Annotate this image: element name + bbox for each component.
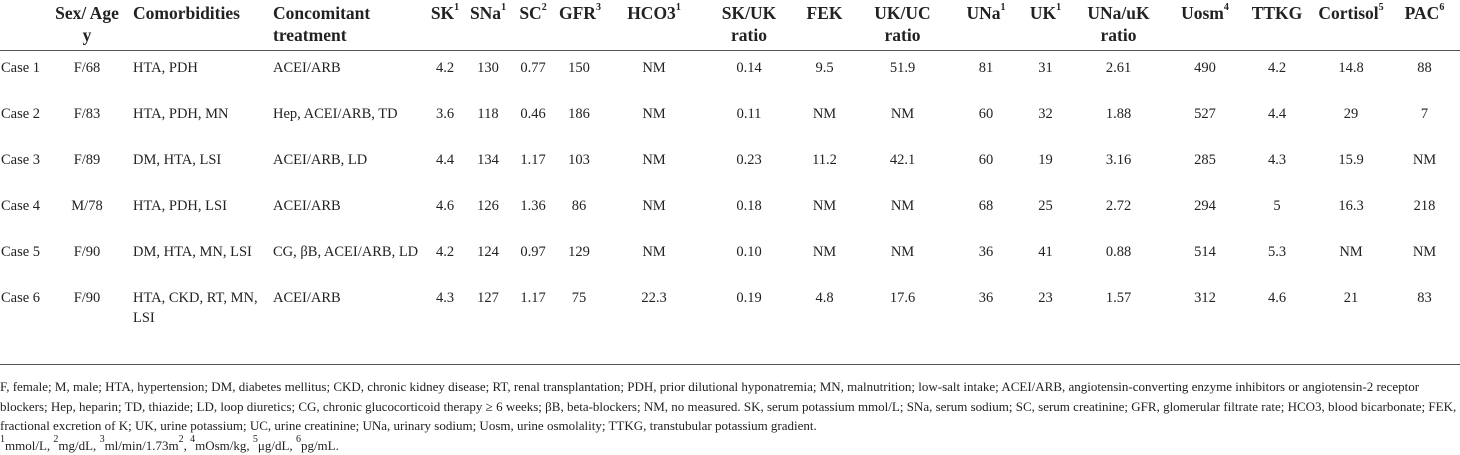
table-cell: NM	[1389, 235, 1460, 281]
table-cell: 0.46	[511, 97, 555, 143]
header-label: UNa/uK ratio	[1087, 3, 1149, 45]
table-cell: NM	[793, 189, 856, 235]
header-label: GFR	[559, 3, 596, 23]
table-cell: 0.77	[511, 51, 555, 97]
header-cell	[1389, 0, 1460, 51]
table-row	[0, 97, 1460, 143]
header-label: UK	[1030, 3, 1056, 23]
table-cell: NM	[603, 189, 705, 235]
table-cell: 1.88	[1068, 97, 1169, 143]
header-label: Cortisol	[1318, 3, 1378, 23]
table-cell: 22.3	[603, 281, 705, 333]
table-cell: 312	[1169, 281, 1241, 333]
header-cell-case	[0, 0, 45, 51]
header-cell	[511, 0, 555, 51]
header-unit-ref: 6	[1439, 2, 1444, 13]
header-cell	[129, 0, 269, 51]
header-unit-ref: 1	[1056, 2, 1061, 13]
table-cell: 4.2	[425, 235, 465, 281]
table-cell: HTA, PDH, MN	[129, 97, 269, 143]
table-cell: 21	[1313, 281, 1389, 333]
unit-ref: 2	[179, 434, 184, 445]
table-cell: 75	[555, 281, 603, 333]
header-label: Uosm	[1181, 3, 1224, 23]
table-cell: 127	[465, 281, 511, 333]
header-label: PAC	[1405, 3, 1440, 23]
header-cell	[603, 0, 705, 51]
case-label: Case 3	[0, 143, 45, 189]
table-cell: 134	[465, 143, 511, 189]
units-note	[0, 436, 1460, 455]
table-row	[0, 51, 1460, 97]
table-cell: 1.57	[1068, 281, 1169, 333]
header-label: SK	[431, 3, 454, 23]
table-cell: 9.5	[793, 51, 856, 97]
table-cell: ACEI/ARB	[269, 281, 425, 333]
header-cell	[45, 0, 129, 51]
header-label: TTKG	[1252, 3, 1303, 23]
table-cell: 5.3	[1241, 235, 1313, 281]
unit-ref: 5	[253, 434, 258, 445]
table-cell: 4.2	[425, 51, 465, 97]
header-unit-ref: 2	[542, 2, 547, 13]
table-cell: 4.4	[1241, 97, 1313, 143]
table-cell: 81	[949, 51, 1023, 97]
unit-text: pg/mL.	[301, 438, 339, 453]
table-cell: 32	[1023, 97, 1068, 143]
table-header	[0, 0, 1460, 51]
table-cell: 527	[1169, 97, 1241, 143]
table-cell: NM	[603, 97, 705, 143]
header-cell	[1169, 0, 1241, 51]
header-unit-ref: 4	[1224, 2, 1229, 13]
table-cell: NM	[856, 97, 949, 143]
header-label: UNa	[966, 3, 1000, 23]
table-cell: 11.2	[793, 143, 856, 189]
table-cell: 4.6	[1241, 281, 1313, 333]
table-cell: 19	[1023, 143, 1068, 189]
table-cell: DM, HTA, LSI	[129, 143, 269, 189]
header-cell	[555, 0, 603, 51]
table-cell: NM	[603, 235, 705, 281]
table-cell: 41	[1023, 235, 1068, 281]
table-cell: NM	[1313, 235, 1389, 281]
unit-text: ml/min/1.73m	[105, 438, 179, 453]
table-cell: 285	[1169, 143, 1241, 189]
header-cell	[1068, 0, 1169, 51]
table-cell: 29	[1313, 97, 1389, 143]
table-cell: 5	[1241, 189, 1313, 235]
header-cell	[793, 0, 856, 51]
table-cell: 14.8	[1313, 51, 1389, 97]
table-cell: 490	[1169, 51, 1241, 97]
unit-ref: 4	[190, 434, 195, 445]
table-cell: 1.36	[511, 189, 555, 235]
table-cell: 51.9	[856, 51, 949, 97]
header-unit-ref: 1	[454, 2, 459, 13]
table-cell: 3.16	[1068, 143, 1169, 189]
table-cell: 2.72	[1068, 189, 1169, 235]
table-cell: 0.18	[705, 189, 793, 235]
header-row	[0, 0, 1460, 51]
table-cell: 83	[1389, 281, 1460, 333]
header-unit-ref: 1	[676, 2, 681, 13]
table-cell: 103	[555, 143, 603, 189]
case-label: Case 6	[0, 281, 45, 333]
table-cell: 25	[1023, 189, 1068, 235]
case-label: Case 4	[0, 189, 45, 235]
unit-text: mg/dL,	[58, 438, 99, 453]
table-cell: HTA, PDH	[129, 51, 269, 97]
table-cell: 31	[1023, 51, 1068, 97]
table-cell: NM	[856, 235, 949, 281]
header-cell	[425, 0, 465, 51]
table-cell: NM	[793, 97, 856, 143]
table-cell: 1.17	[511, 143, 555, 189]
table-footnote	[0, 364, 1460, 455]
table-cell: 60	[949, 97, 1023, 143]
header-label: UK/UC ratio	[874, 3, 930, 45]
table-cell: 17.6	[856, 281, 949, 333]
table-cell: 0.14	[705, 51, 793, 97]
table-cell: ACEI/ARB, LD	[269, 143, 425, 189]
case-label: Case 2	[0, 97, 45, 143]
table-cell: 42.1	[856, 143, 949, 189]
header-cell	[1023, 0, 1068, 51]
header-label: Comorbidities	[133, 3, 240, 23]
header-unit-ref: 5	[1379, 2, 1384, 13]
header-cell	[856, 0, 949, 51]
table-cell: 129	[555, 235, 603, 281]
unit-text: mmol/L,	[5, 438, 53, 453]
header-cell	[1241, 0, 1313, 51]
unit-text: μg/dL,	[258, 438, 296, 453]
abbreviations-note: F, female; M, male; HTA, hypertension; DM, diabetes mellitus; CKD, chronic kidney disease; RT, renal transplantation; PDH, prior dilutional hyponatremia; MN, malnutrition; low-salt intake; ACEI/ARB, angiotensin-converting enzyme inhibitors or angiotensin-2 receptor blockers; Hep, heparin; TD, thiazide; LD, loop diuretics; CG, chronic glucocorticoid therapy ≥ 6 weeks; βB, beta-blockers; NM, no measured. SK, serum potassium mmol/L; SNa, serum sodium; SC, serum creatinine; GFR, glomerular filtrate rate; HCO3, blood bicarbonate; FEK, fractional excretion of K; UK, urine potassium; UC, urine creatinine; UNa, urinary sodium; Uosm, urine osmolality; TTKG, transtubular potassium gradient.	[0, 377, 1460, 436]
table-cell: ACEI/ARB	[269, 189, 425, 235]
table-cell: 126	[465, 189, 511, 235]
table-cell: NM	[793, 235, 856, 281]
table-row	[0, 235, 1460, 281]
header-cell	[465, 0, 511, 51]
table-cell: 4.3	[1241, 143, 1313, 189]
header-label: HCO3	[627, 3, 676, 23]
table-cell: 0.10	[705, 235, 793, 281]
table-cell: NM	[603, 51, 705, 97]
header-unit-ref: 3	[596, 2, 601, 13]
table-cell: 3.6	[425, 97, 465, 143]
header-label: Concomitant treatment	[273, 3, 370, 45]
unit-text: mOsm/kg,	[195, 438, 253, 453]
table-cell: HTA, CKD, RT, MN, LSI	[129, 281, 269, 333]
table-cell: DM, HTA, MN, LSI	[129, 235, 269, 281]
table-cell: M/78	[45, 189, 129, 235]
case-label: Case 1	[0, 51, 45, 97]
table-cell: 60	[949, 143, 1023, 189]
table-cell: ACEI/ARB	[269, 51, 425, 97]
header-label: SC	[519, 3, 541, 23]
unit-ref: 6	[296, 434, 301, 445]
table-cell: 124	[465, 235, 511, 281]
header-cell	[949, 0, 1023, 51]
table-cell: 294	[1169, 189, 1241, 235]
table-cell: 0.88	[1068, 235, 1169, 281]
table-cell: 7	[1389, 97, 1460, 143]
table-cell: 88	[1389, 51, 1460, 97]
table-cell: 514	[1169, 235, 1241, 281]
table-cell: 4.3	[425, 281, 465, 333]
table-row	[0, 281, 1460, 333]
table-cell: 36	[949, 235, 1023, 281]
table-row	[0, 189, 1460, 235]
table-cell: 2.61	[1068, 51, 1169, 97]
table-cell: Hep, ACEI/ARB, TD	[269, 97, 425, 143]
unit-text: ,	[184, 438, 191, 453]
table-cell: 23	[1023, 281, 1068, 333]
unit-ref: 1	[0, 434, 5, 445]
header-cell	[269, 0, 425, 51]
unit-ref: 2	[53, 434, 58, 445]
table-cell: 4.8	[793, 281, 856, 333]
table-cell: 118	[465, 97, 511, 143]
table-body	[0, 51, 1460, 333]
table-cell: F/89	[45, 143, 129, 189]
table-cell: HTA, PDH, LSI	[129, 189, 269, 235]
table-cell: 4.2	[1241, 51, 1313, 97]
header-unit-ref: 1	[1001, 2, 1006, 13]
table-row	[0, 143, 1460, 189]
table-cell: 4.6	[425, 189, 465, 235]
header-unit-ref: 1	[501, 2, 506, 13]
unit-ref: 3	[100, 434, 105, 445]
table-cell: 0.97	[511, 235, 555, 281]
header-cell	[705, 0, 793, 51]
table-cell: 150	[555, 51, 603, 97]
header-label: Sex/ Age y	[55, 3, 119, 45]
table-cell: CG, βB, ACEI/ARB, LD	[269, 235, 425, 281]
header-cell	[1313, 0, 1389, 51]
table-cell: NM	[856, 189, 949, 235]
case-label: Case 5	[0, 235, 45, 281]
table-cell: 4.4	[425, 143, 465, 189]
table-cell: 130	[465, 51, 511, 97]
table-cell: 218	[1389, 189, 1460, 235]
table-cell: 0.11	[705, 97, 793, 143]
table-cell: 0.19	[705, 281, 793, 333]
table-cell: 186	[555, 97, 603, 143]
table-cell: F/83	[45, 97, 129, 143]
table-cell: NM	[603, 143, 705, 189]
table-cell: 0.23	[705, 143, 793, 189]
header-label: SNa	[470, 3, 501, 23]
table-cell: F/90	[45, 281, 129, 333]
table-cell: NM	[1389, 143, 1460, 189]
table-cell: F/90	[45, 235, 129, 281]
table-cell: 1.17	[511, 281, 555, 333]
table-cell: F/68	[45, 51, 129, 97]
table-cell: 68	[949, 189, 1023, 235]
table-cell: 86	[555, 189, 603, 235]
table-cell: 16.3	[1313, 189, 1389, 235]
table-cell: 36	[949, 281, 1023, 333]
header-label: SK/UK ratio	[722, 3, 776, 45]
header-label: FEK	[807, 3, 843, 23]
table-cell: 15.9	[1313, 143, 1389, 189]
